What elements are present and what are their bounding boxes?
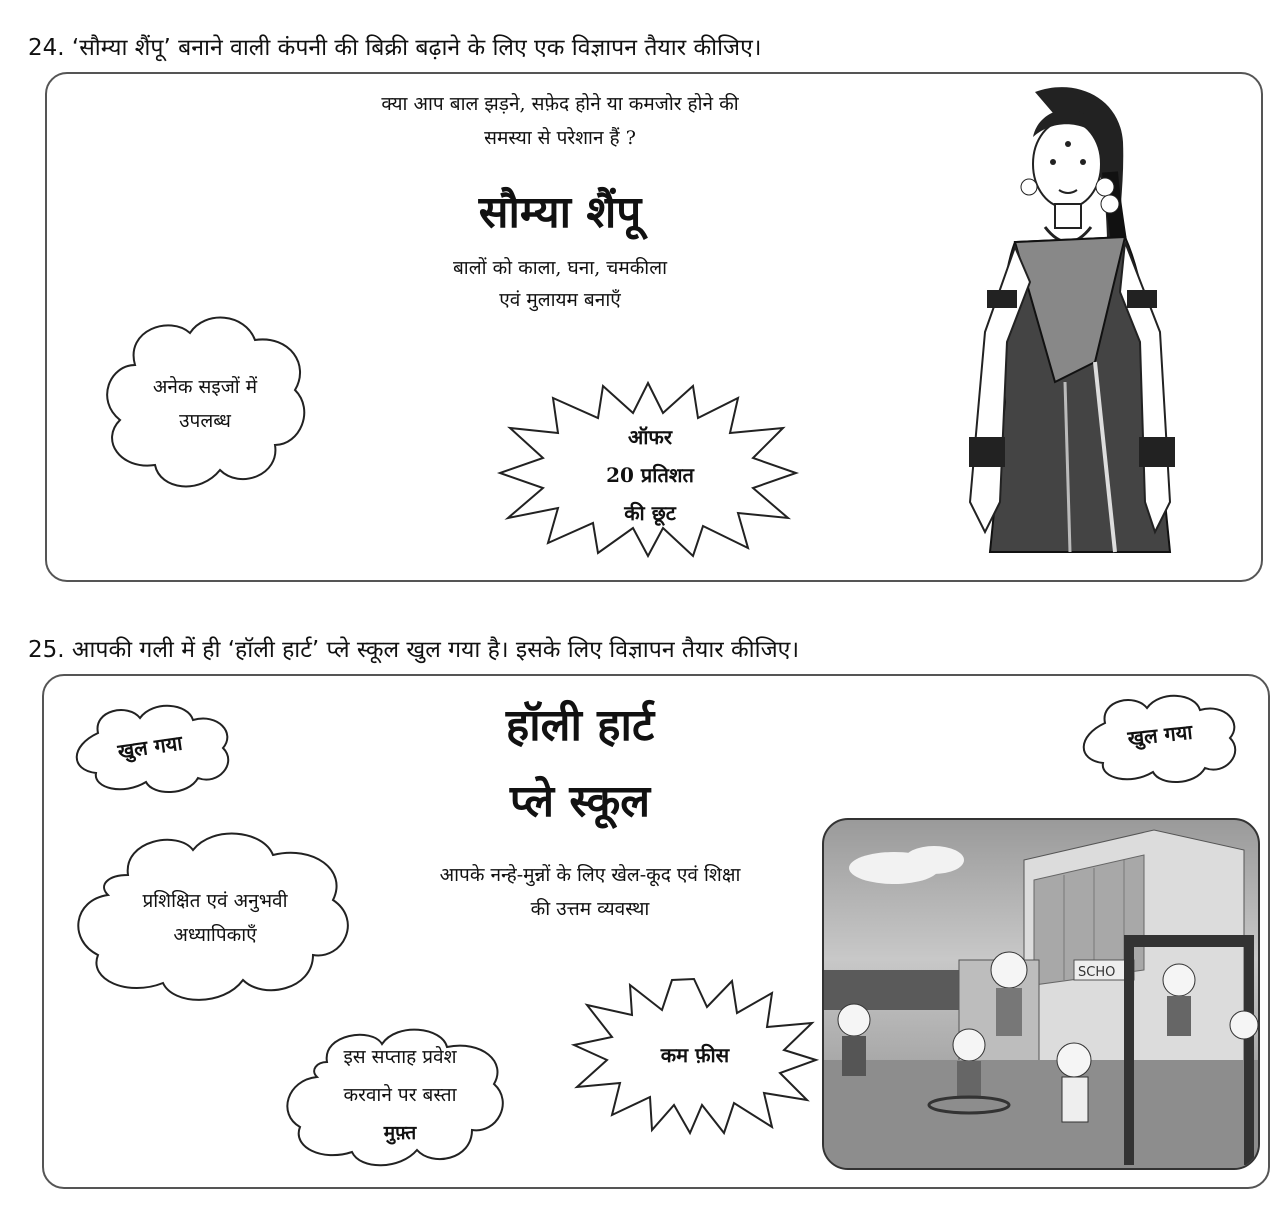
offer-line-2: 20 प्रतिशत	[606, 463, 694, 487]
cloud-sizes-line-2: उपलब्ध	[179, 410, 231, 432]
opened-left-text: खुल गया	[116, 730, 184, 764]
ad-intro-text	[300, 87, 820, 155]
school-illustration	[822, 818, 1260, 1170]
opened-right-text: खुल गया	[1126, 719, 1194, 751]
admission-offer-line-3: मुफ़्त	[383, 1122, 417, 1144]
question-24: 24. ‘सौम्या शैंपू’ बनाने वाली कंपनी की बिक्री बढ़ाने के लिए एक विज्ञापन तैयार कीजिए।	[28, 35, 762, 61]
admission-offer-line-1: इस सप्ताह प्रवेश	[343, 1046, 457, 1068]
question-25: 25. आपकी गली में ही ‘हॉली हार्ट’ प्ले स्कूल खुल गया है। इसके लिए विज्ञापन तैयार कीजिए।	[28, 637, 800, 663]
woman-illustration	[945, 82, 1195, 562]
cloud-sizes-line-1: अनेक सइजों में	[152, 376, 258, 398]
product-tagline	[380, 252, 740, 316]
cloud-sizes-text	[110, 370, 300, 438]
school-description	[370, 858, 810, 926]
admission-offer-text	[305, 1038, 495, 1152]
teachers-text	[100, 884, 330, 952]
offer-line-3: की छूट	[624, 501, 676, 525]
teachers-line-1: प्रशिक्षित एवं अनुभवी	[142, 890, 288, 912]
ad-intro-line-1: क्या आप बाल झड़ने, सफ़ेद होने या कमजोर होने की	[381, 93, 739, 115]
school-sign-text: SCHO	[1078, 965, 1116, 980]
teachers-line-2: अध्यापिकाएँ	[173, 924, 257, 946]
school-name	[400, 688, 760, 840]
school-scene	[824, 820, 1258, 1168]
offer-line-1: ऑफर	[627, 425, 673, 449]
tagline-line-1: बालों को काला, घना, चमकीला	[452, 257, 668, 279]
admission-offer-line-2: करवाने पर बस्ता	[343, 1084, 457, 1106]
description-line-1: आपके नन्हे-मुन्नों के लिए खेल-कूद एवं शिक्षा	[439, 864, 741, 886]
tagline-line-2: एवं मुलायम बनाएँ	[499, 289, 621, 311]
school-name-line-2: प्ले स्कूल	[509, 776, 651, 827]
description-line-2: की उत्तम व्यवस्था	[530, 898, 650, 920]
ad-intro-line-2: समस्या से परेशान हैं ?	[484, 127, 636, 149]
school-name-line-1: हॉली हार्ट	[505, 700, 655, 751]
fees-text: कम फ़ीस	[660, 1043, 730, 1067]
offer-text	[560, 418, 740, 532]
product-name: सौम्या शैंपू	[478, 187, 642, 238]
